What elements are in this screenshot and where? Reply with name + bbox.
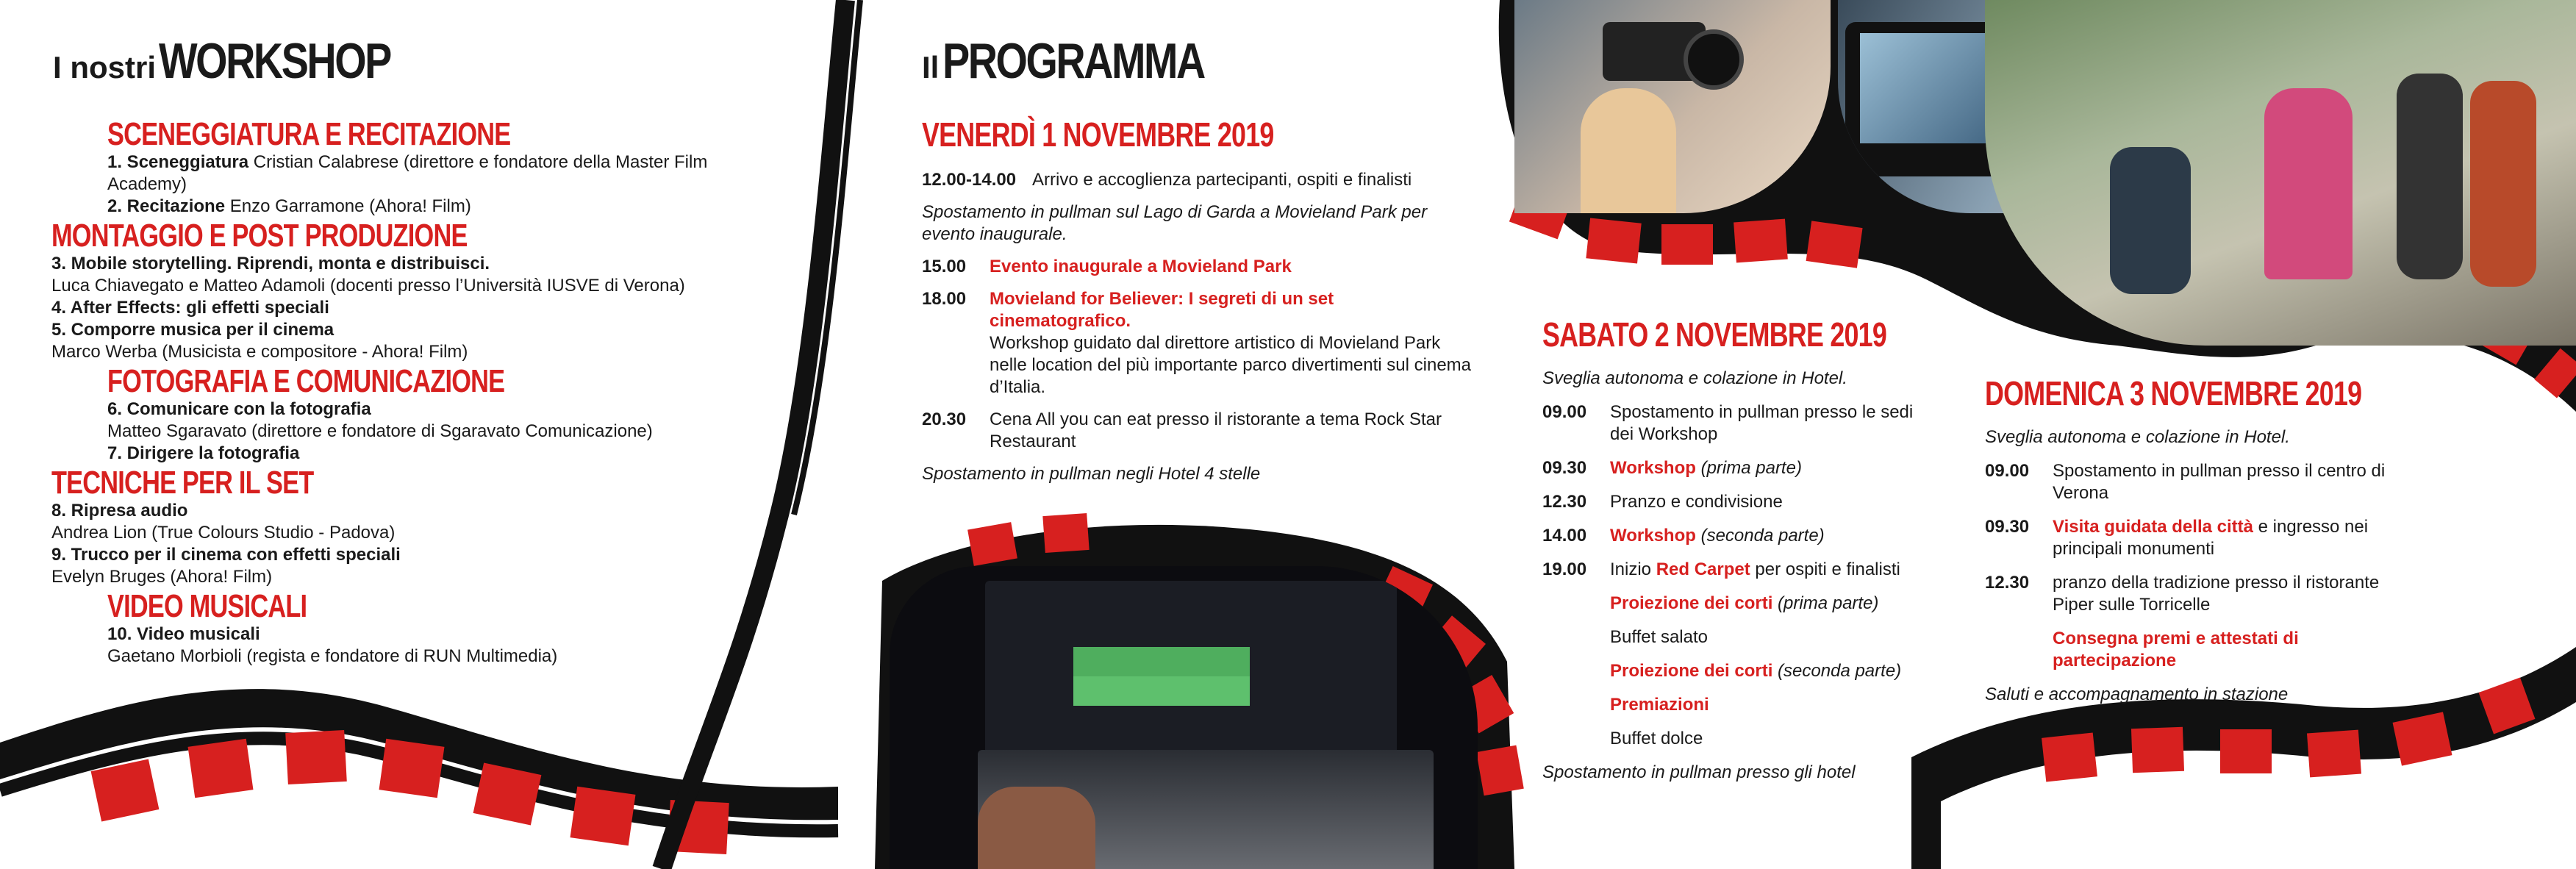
event-highlight: Workshop — [1610, 458, 1696, 478]
event-text: Evento inaugurale a Movieland Park — [990, 257, 1292, 276]
schedule-note: Sveglia autonoma e colazione in Hotel. — [1542, 368, 1847, 388]
day-heading: SABATO 2 NOVEMBRE 2019 — [1542, 315, 1887, 354]
event-time: 09.30 — [1542, 458, 1587, 478]
workshop-line: 7. Dirigere la fotografia — [107, 443, 300, 463]
workshop-section — [107, 363, 787, 465]
section-heading: FOTOGRAFIA E COMUNICAZIONE — [107, 363, 505, 399]
workshop-title — [53, 32, 441, 90]
schedule-note: Spostamento in pullman negli Hotel 4 stelle — [922, 464, 1261, 484]
event-time: 18.00 — [922, 289, 967, 309]
schedule-row: Proiezione dei corti (seconda parte) — [1610, 661, 1902, 681]
workshop-line: 2. Recitazione Enzo Garramone (Ahora! Film) — [107, 196, 471, 216]
schedule-row: 09.30 Workshop (prima parte) — [1542, 458, 1802, 478]
event-highlight: Workshop — [1610, 526, 1696, 546]
workshop-line: Matteo Sgaravato (direttore e fondatore di Sgaravato Comunicazione) — [107, 421, 653, 441]
day3-schedule — [1985, 374, 2426, 706]
workshop-title-small: I nostri — [53, 50, 157, 85]
programma-title-small: Il — [922, 50, 940, 85]
section-heading: TECNICHE PER IL SET — [51, 465, 314, 501]
workshop-line: Marco Werba (Musicista e compositore - Ahora! Film) — [51, 342, 468, 362]
event-time: 20.30 — [922, 410, 967, 429]
workshop-line: 8. Ripresa audio — [51, 501, 188, 521]
section-heading: SCENEGGIATURA E RECITAZIONE — [107, 116, 511, 152]
day2-schedule — [1542, 315, 1954, 784]
event-highlight: Premiazioni — [1610, 695, 1709, 715]
event-time: 19.00 — [1542, 559, 1587, 579]
workshop-section — [51, 218, 787, 363]
schedule-row — [1542, 491, 1954, 513]
event-time: 09.30 — [1985, 517, 2030, 537]
schedule-row — [1542, 694, 1954, 716]
event-time: 09.00 — [1985, 461, 2030, 481]
programma-title — [922, 32, 1262, 90]
event-time: 09.00 — [1542, 402, 1587, 422]
workshop-section — [107, 116, 787, 218]
event-highlight: Red Carpet — [1656, 559, 1750, 579]
workshop-line: 10. Video musicali — [107, 624, 260, 644]
workshop-line: 4. After Effects: gli effetti speciali — [51, 298, 329, 318]
event-time: 12.30 — [1542, 492, 1587, 512]
day1-schedule — [922, 115, 1481, 485]
workshop-line: 9. Trucco per il cinema con effetti speciali — [51, 545, 401, 565]
event-highlight: Movieland for Believer: I segreti di un set cinematografico. — [990, 289, 1334, 331]
workshop-line: Luca Chiavegato e Matteo Adamoli (docenti presso l’Università IUSVE di Verona) — [51, 276, 685, 296]
section-heading: VIDEO MUSICALI — [107, 588, 307, 624]
schedule-row: 19.00 Inizio Red Carpet per ospiti e finalisti — [1542, 559, 1900, 579]
event-highlight: Visita guidata della città — [2053, 517, 2253, 537]
schedule-row — [922, 256, 1481, 278]
day-heading: DOMENICA 3 NOVEMBRE 2019 — [1985, 374, 2362, 412]
section-heading: MONTAGGIO E POST PRODUZIONE — [51, 218, 468, 254]
workshop-line: Evelyn Bruges (Ahora! Film) — [51, 567, 273, 587]
schedule-row: 14.00 Workshop (seconda parte) — [1542, 526, 1825, 546]
schedule-row: Proiezione dei corti (prima parte) — [1610, 593, 1879, 613]
event-text: Workshop guidato dal direttore artistico di Movieland Park nelle location del più importante parco divertimenti sul cinema d’Italia. — [990, 333, 1472, 397]
event-text: Arrivo e accoglienza partecipanti, ospiti e finalisti — [1032, 170, 1412, 190]
event-text: pranzo della tradizione presso il ristorante Piper sulle Torricelle — [2053, 573, 2380, 615]
workshop-section — [51, 465, 787, 588]
schedule-row — [1542, 728, 1954, 750]
event-highlight: Proiezione dei corti — [1610, 661, 1773, 681]
workshop-line: 5. Comporre musica per il cinema — [51, 320, 334, 340]
workshop-line: Andrea Lion (True Colours Studio - Padova) — [51, 523, 396, 543]
schedule-row — [922, 288, 1481, 398]
schedule-row — [1542, 626, 1954, 648]
schedule-note: Spostamento in pullman presso gli hotel — [1542, 762, 1856, 782]
event-text: Pranzo e condivisione — [1610, 492, 1783, 512]
schedule-row — [922, 409, 1481, 453]
schedule-note: Spostamento in pullman sul Lago di Garda a Movieland Park per evento inaugurale. — [922, 202, 1428, 244]
schedule-row — [1985, 628, 2426, 672]
schedule-note: Saluti e accompagnamento in stazione — [1985, 684, 2289, 704]
event-text: Spostamento in pullman presso le sedi dei Workshop — [1610, 402, 1914, 444]
event-text: Cena All you can eat presso il ristorante a tema Rock Star Restaurant — [990, 410, 1442, 451]
film-crew-photo — [1985, 0, 2576, 346]
schedule-row — [1542, 401, 1954, 446]
workshop-line: Gaetano Morbioli (regista e fondatore di RUN Multimedia) — [107, 646, 558, 666]
event-text: Buffet salato — [1610, 627, 1708, 647]
workshop-line: 6. Comunicare con la fotografia — [107, 399, 371, 419]
event-time: 14.00 — [1542, 526, 1587, 546]
schedule-row — [922, 169, 1481, 191]
schedule-note: Sveglia autonoma e colazione in Hotel. — [1985, 427, 2290, 447]
workshop-line: 3. Mobile storytelling. Riprendi, monta e distribuisci. — [51, 254, 490, 273]
event-highlight: Consegna premi e attestati di partecipazione — [2053, 629, 2299, 670]
editing-laptop-photo — [890, 566, 1478, 869]
event-time: 15.00 — [922, 257, 967, 276]
schedule-row — [1985, 460, 2426, 504]
schedule-row: 09.30 Visita guidata della città e ingresso nei principali monumenti — [1985, 517, 2369, 559]
workshop-section — [107, 588, 787, 668]
event-time: 12.00-14.00 — [922, 170, 1017, 190]
event-time: 12.30 — [1985, 573, 2030, 593]
day-heading: VENERDÌ 1 NOVEMBRE 2019 — [922, 115, 1274, 154]
workshop-line: 1. Sceneggiatura Cristian Calabrese (direttore e fondatore della Master Film Academy) — [107, 152, 708, 194]
workshop-title-big: WORKSHOP — [159, 33, 391, 89]
programma-title-big: PROGRAMMA — [942, 33, 1204, 89]
workshop-list — [51, 116, 787, 668]
event-text: Buffet dolce — [1610, 729, 1703, 748]
event-highlight: Proiezione dei corti — [1610, 593, 1773, 613]
schedule-row — [1985, 572, 2426, 616]
event-text: Spostamento in pullman presso il centro di Verona — [2053, 461, 2386, 503]
